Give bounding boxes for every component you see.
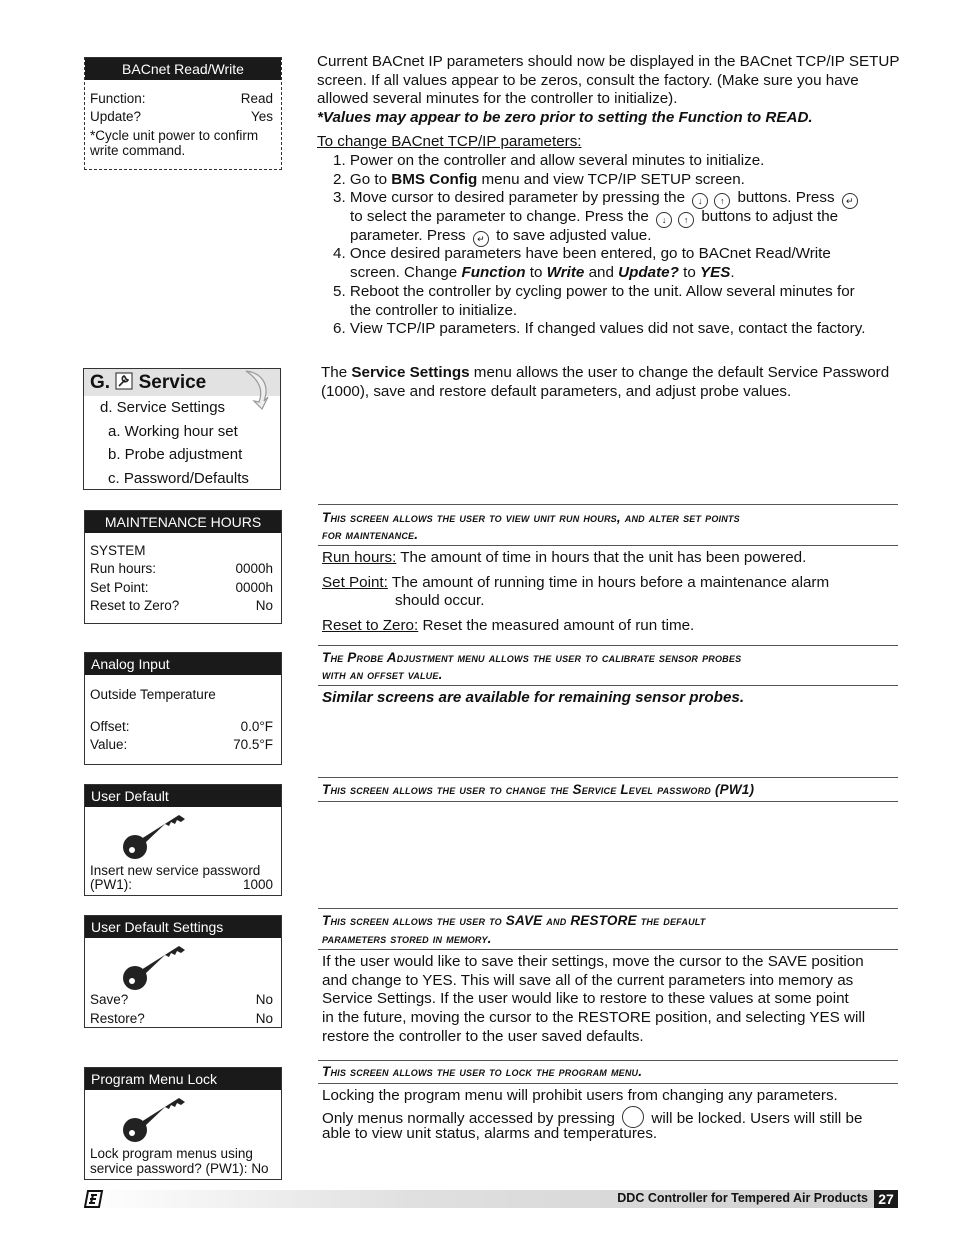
lock-value: No xyxy=(251,1161,269,1176)
lock-body: Locking the program menu will prohibit users from changing any parameters. xyxy=(322,1087,838,1104)
bacnet-step-6: 6. View TCP/IP parameters. If changed values did not save, contact the factory. xyxy=(333,320,866,337)
analog-input-panel: Analog Input Outside Temperature Offset: 0.0°F Value: 70.5°F xyxy=(84,652,282,765)
divider xyxy=(318,685,898,686)
working-hour-item[interactable]: a. Working hour set xyxy=(108,423,238,440)
lock-heading: This screen allows the user to lock the program menu. xyxy=(322,1064,643,1079)
run-hours-desc: Run hours: The amount of time in hours that the unit has been powered. xyxy=(322,549,807,566)
offset-value: 0.0°F xyxy=(240,719,273,734)
reset-value: No xyxy=(255,598,273,613)
maintenance-heading: This screen allows the user to view unit run hours, and alter set points xyxy=(322,510,740,525)
page-turn-icon xyxy=(240,367,274,411)
update-value: Yes xyxy=(250,109,273,124)
update-label: Update? xyxy=(90,109,142,124)
up-arrow-button-icon: ↑ xyxy=(678,212,694,228)
reset-desc: Reset to Zero: Reset the measured amount of run time. xyxy=(322,617,695,634)
bacnet-note: *Cycle unit power to confirm write command. xyxy=(90,128,259,158)
divider xyxy=(318,908,898,909)
logo-icon xyxy=(84,1190,104,1208)
save-value: No xyxy=(255,992,273,1007)
key-icon xyxy=(121,1092,191,1144)
maintenance-panel: MAINTENANCE HOURS SYSTEM Run hours: 0000h Set Point: 0000h Reset to Zero? No xyxy=(84,510,282,624)
divider xyxy=(318,545,898,546)
settings-heading: This screen allows the user to SAVE and RESTORE the default xyxy=(322,913,706,928)
user-default-settings-panel: User Default Settings Save? No Restore? No xyxy=(84,915,282,1028)
probe-name: Outside Temperature xyxy=(90,687,216,702)
set-point-value: 0000h xyxy=(235,580,273,595)
up-arrow-button-icon: ↑ xyxy=(714,193,730,209)
user-default-heading: This screen allows the user to change the Service Level password (PW1) xyxy=(322,782,755,797)
divider xyxy=(318,1083,898,1084)
bacnet-step-4: 4. Once desired parameters have been entered, go to BACnet Read/Write xyxy=(333,245,831,262)
probe-note: Similar screens are available for remaining sensor probes. xyxy=(322,689,745,706)
service-menu-header: G. Service xyxy=(84,369,280,396)
run-hours-value: 0000h xyxy=(235,561,273,576)
divider xyxy=(318,777,898,778)
service-description: The Service Settings menu allows the user to change the default Service Password (1000), save and restore default parameters, and adjust probe values. xyxy=(321,364,890,400)
function-value: Read xyxy=(240,91,273,106)
probe-adjustment-item[interactable]: b. Probe adjustment xyxy=(108,446,243,463)
bacnet-step-2: 2. Go to BMS Config menu and view TCP/IP SETUP screen. xyxy=(333,171,745,188)
bacnet-intro: Current BACnet IP parameters should now be displayed in the BACnet TCP/IP SETUP screen. If all values appear to be zeros, consult the factory. (Make sure you have allowed several minutes for the controller to initialize). xyxy=(317,53,900,108)
lock-prompt: Lock program menus using xyxy=(90,1146,253,1161)
system-label: SYSTEM xyxy=(90,543,146,558)
wrench-icon xyxy=(115,372,133,390)
set-point-desc: Set Point: The amount of running time in hours before a maintenance alarm xyxy=(322,574,830,591)
bacnet-change-heading: To change BACnet TCP/IP parameters: xyxy=(317,133,582,150)
user-default-title: User Default xyxy=(85,785,281,807)
user-default-settings-title: User Default Settings xyxy=(85,916,281,938)
user-default-panel: User Default Insert new service password (PW1): 1000 xyxy=(84,784,282,896)
settings-body: If the user would like to save their settings, move the cursor to the SAVE position xyxy=(322,953,864,970)
service-settings-item[interactable]: d. Service Settings xyxy=(100,399,226,416)
key-icon xyxy=(121,809,191,861)
bacnet-step-3: 3. Move cursor to desired parameter by pressing the ↓ ↑ buttons. Press ↵ xyxy=(333,189,861,209)
new-password-prompt: Insert new service password xyxy=(90,863,261,878)
enter-button-icon: ↵ xyxy=(473,231,489,247)
down-arrow-button-icon: ↓ xyxy=(692,193,708,209)
password-defaults-item[interactable]: c. Password/Defaults xyxy=(108,470,249,487)
down-arrow-button-icon: ↓ xyxy=(656,212,672,228)
divider xyxy=(318,801,898,802)
bacnet-step-5: 5. Reboot the controller by cycling power to the unit. Allow several minutes for xyxy=(333,283,855,300)
bacnet-panel-title: BACnet Read/Write xyxy=(85,58,281,80)
divider xyxy=(318,949,898,950)
function-label: Function: xyxy=(90,91,146,106)
enter-button-icon: ↵ xyxy=(842,193,858,209)
bacnet-panel xyxy=(84,57,282,170)
analog-input-title: Analog Input xyxy=(85,653,281,675)
divider xyxy=(318,1060,898,1061)
page-number: 27 xyxy=(874,1190,898,1208)
restore-value: No xyxy=(255,1011,273,1026)
footer-title: DDC Controller for Tempered Air Products xyxy=(617,1191,868,1205)
probe-heading: The Probe Adjustment menu allows the user to calibrate sensor probes xyxy=(322,650,742,665)
service-menu-box xyxy=(83,368,281,490)
password-value: 1000 xyxy=(242,877,273,892)
program-menu-lock-title: Program Menu Lock xyxy=(85,1068,281,1090)
divider xyxy=(318,504,898,505)
divider xyxy=(318,645,898,646)
bacnet-step-1: 1. Power on the controller and allow several minutes to initialize. xyxy=(333,152,765,169)
program-menu-lock-panel: Program Menu Lock Lock program menus using service password? (PW1): No xyxy=(84,1067,282,1180)
probe-value: 70.5°F xyxy=(233,737,273,752)
bacnet-warning: *Values may appear to be zero prior to setting the Function to READ. xyxy=(317,109,813,126)
maintenance-title: MAINTENANCE HOURS xyxy=(85,511,281,533)
key-icon xyxy=(121,940,191,992)
